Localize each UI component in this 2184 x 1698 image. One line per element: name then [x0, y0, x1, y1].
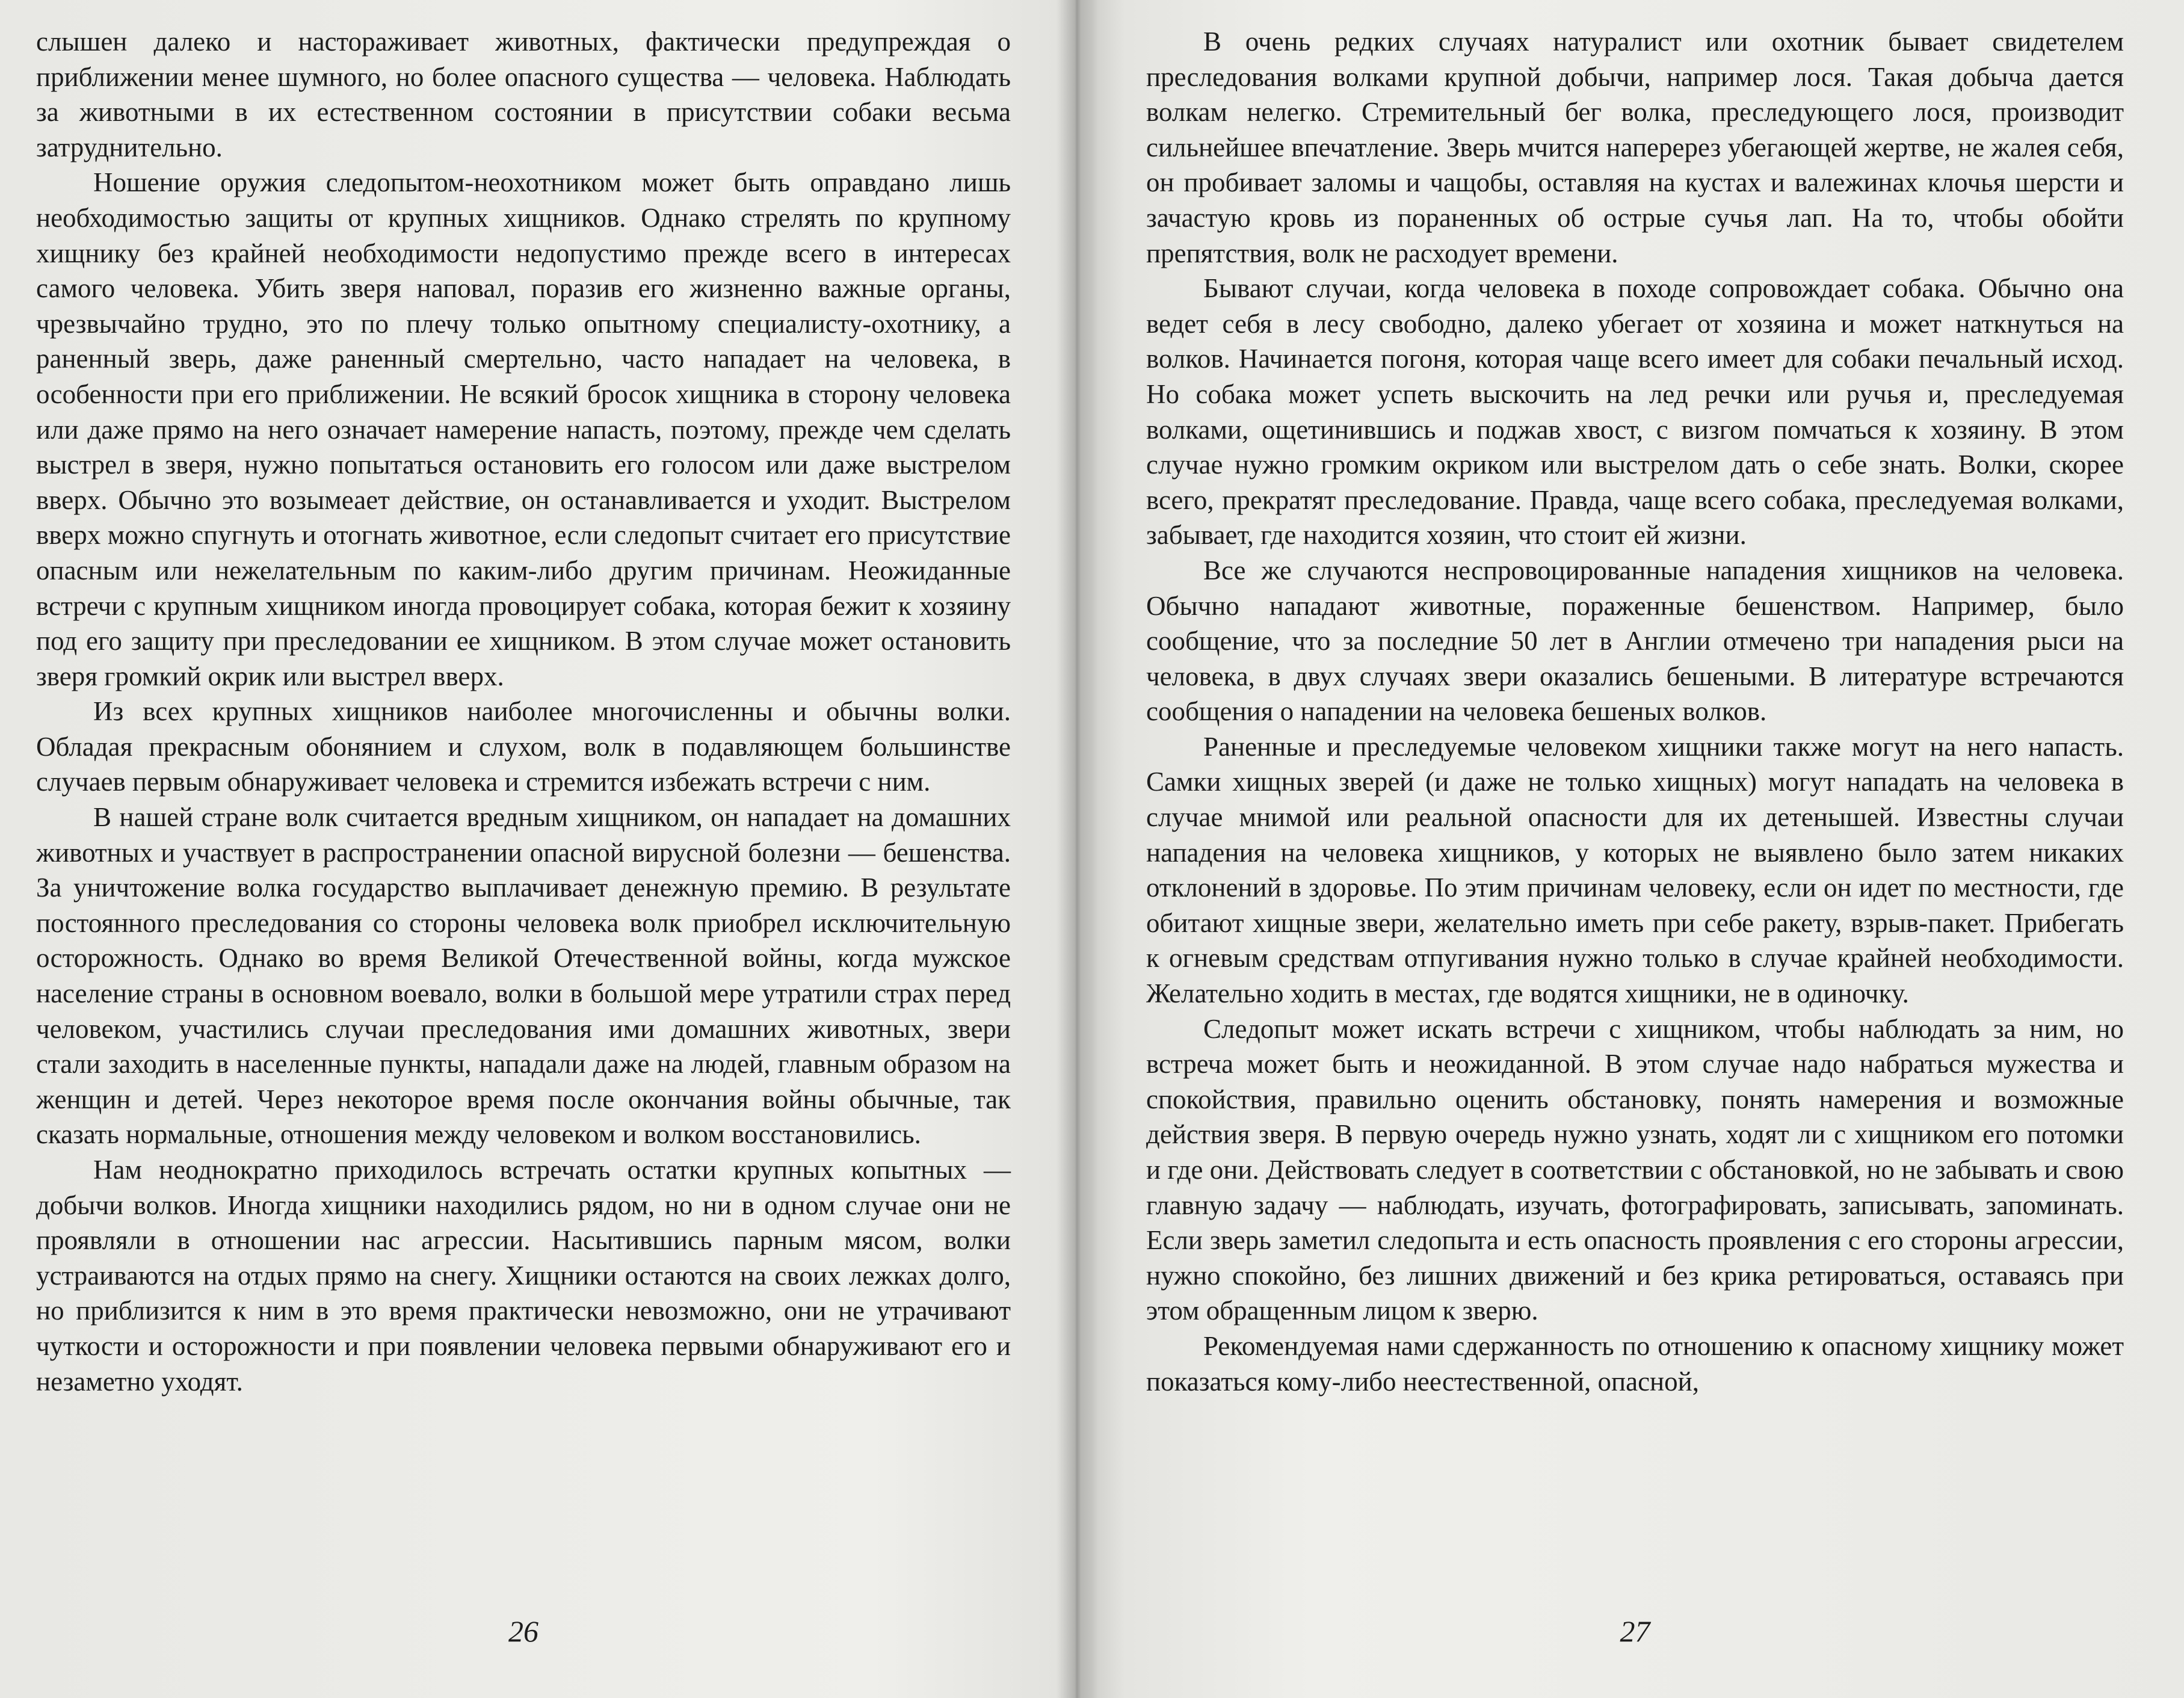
paragraph: В очень редких случаях натуралист или охотник бывает свидетелем преследования волками крупной добычи, например лося. Такая добыча дается волкам нелегко. Стремительный бег волка, преследующего лося, производит сильнейшее впечатление. Зверь мчится наперерез убегающей жертве, не жалея себя, он пробивает заломы и чащобы, оставляя на кустах и валежинах клочья шерсти и зачастую кровь из пораненных об острые сучья лап. На то, чтобы обойти препятствия, волк не расходует времени.: [1146, 26, 2124, 268]
paragraph: Следопыт может искать встречи с хищником, чтобы наблюдать за ним, но встреча может быть и неожиданной. В этом случае надо набраться мужества и спокойствия, правильно оценить обстановку, понять намерения и возможные действия зверя. В первую очередь нужно узнать, ходят ли с хищником его потомки и где они. Действовать следует в соответствии с обстановкой, но не забывать и свою главную задачу — наблюдать, изучать, фотографировать, записывать, запоминать. Если зверь заметил следопыта и есть опасность проявления с его стороны агрессии, нужно спокойно, без лишних движений и без крика ретироваться, оставаясь при этом обращенным лицом к зверю.: [1146, 1013, 2124, 1326]
paragraph: Нам неоднократно приходилось встречать остатки крупных копытных — добычи волков. Иногда хищники находились рядом, но ни в одном случае они не проявляли в отношении нас агрессии. Насытившись парным мясом, волки устраиваются на отдых прямо на снегу. Хищники остаются на своих лежках долго, но приблизится к ним в это время практически невозможно, они не утрачивают чуткости и осторожности и при появлении человека первыми обнаруживают его и незаметно уходят.: [36, 1155, 1011, 1397]
page-number: 26: [508, 1614, 538, 1648]
paragraph: Ношение оружия следопытом-неохотником может быть оправдано лишь необходимостью защиты от крупных хищников. Однако стрелять по крупному хищнику без крайней необходимости недопустимо прежде всего в интересах самого человека. Убить зверя наповал, поразив его жизненно важные органы, чрезвычайно трудно, это по плечу только опытному специалисту-охотнику, а раненный зверь, даже раненный смертельно, часто нападает на человека, в особенности при его приближении. Не всякий бросок хищника в сторону человека или даже прямо на него означает намерение напасть, поэтому, прежде чем сделать выстрел в зверя, нужно попытаться остановить его голосом или даже выстрелом вверх. Обычно это возымеает действие, он останавливается и уходит. Выстрелом вверх можно спугнуть и отогнать животное, если следопыт считает его присутствие опасным или нежелательным по каким-либо другим причинам. Неожиданные встречи с крупным хищником иногда провоцирует собака, которая бежит к хозяину под его защиту при преследовании ее хищником. В этом случае может остановить зверя громкий окрик или выстрел вверх.: [36, 167, 1011, 691]
right-page-text: [1146, 24, 2124, 1399]
book-gutter: [1056, 0, 1098, 1698]
right-page: [1146, 24, 2124, 1673]
paragraph: Из всех крупных хищников наиболее многочисленны и обычны волки. Обладая прекрасным обонянием и слухом, волк в подавляющем большинстве случаев первым обнаруживает человека и стремится избежать встречи с ним.: [36, 696, 1011, 797]
paragraph: Бывают случаи, когда человека в походе сопровождает собака. Обычно она ведет себя в лесу свободно, далеко убегает от хозяина и может наткнуться на волков. Начинается погоня, которая чаще всего имеет для собаки печальный исход. Но собака может успеть выскочить на лед речки или ручья и, преследуемая волками, ощетинившись и поджав хвост, с визгом помчаться к хозяину. В этом случае нужно громким окриком или выстрелом дать о себе знать. Волки, скорее всего, прекратят преследование. Правда, чаще всего собака, преследуемая волками, забывает, где находится хозяин, что стоит ей жизни.: [1146, 273, 2124, 551]
paragraph: Рекомендуемая нами сдержанность по отношению к опасному хищнику может показаться кому-либо неестественной, опасной,: [1146, 1330, 2124, 1397]
page-number: 27: [1620, 1614, 1650, 1648]
paragraph: Раненные и преследуемые человеком хищники также могут на него напасть. Самки хищных зверей (и даже не только хищных) могут нападать на человека в случае мнимой или реальной опасности для их детенышей. Известны случаи нападения на человека хищников, у которых не выявлено было затем никаких отклонений в здоровье. По этим причинам человеку, если он идет по местности, где обитают хищные звери, желательно иметь при себе ракету, взрыв-пакет. Прибегать к огневым средствам отпугивания нужно только в случае крайней необходимости. Желательно ходить в местах, где водятся хищники, не в одиночку.: [1146, 731, 2124, 1009]
paragraph: В нашей стране волк считается вредным хищником, он нападает на домашних животных и участвует в распространении опасной вирусной болезни — бешенства. За уничтожение волка государство выплачивает денежную премию. В результате постоянного преследования со стороны человека волк приобрел исключительную осторожность. Однако во время Великой Отечественной войны, когда мужское население страны в основном воевало, волки в большой мере утратили страх перед человеком, участились случаи преследования ими домашних животных, звери стали заходить в населенные пункты, нападали даже на людей, главным образом на женщин и детей. Через некоторое время после окончания войны обычные, так сказать нормальные, отношения между человеком и волком восстановились.: [36, 802, 1011, 1150]
left-page-text: [36, 24, 1011, 1399]
paragraph: слышен далеко и настораживает животных, фактически предупреждая о приближении менее шумного, но более опасного существа — человека. Наблюдать за животными в их естественном состоянии в присутствии собаки весьма затруднительно.: [36, 26, 1011, 162]
paragraph: Все же случаются неспровоцированные нападения хищников на человека. Обычно нападают животные, пораженные бешенством. Например, было сообщение, что за последние 50 лет в Англии отмечено три нападения рыси на человека, в двух случаях звери оказались бешеными. В литературе встречаются сообщения о нападении на человека бешеных волков.: [1146, 555, 2124, 727]
left-page: [36, 24, 1011, 1673]
